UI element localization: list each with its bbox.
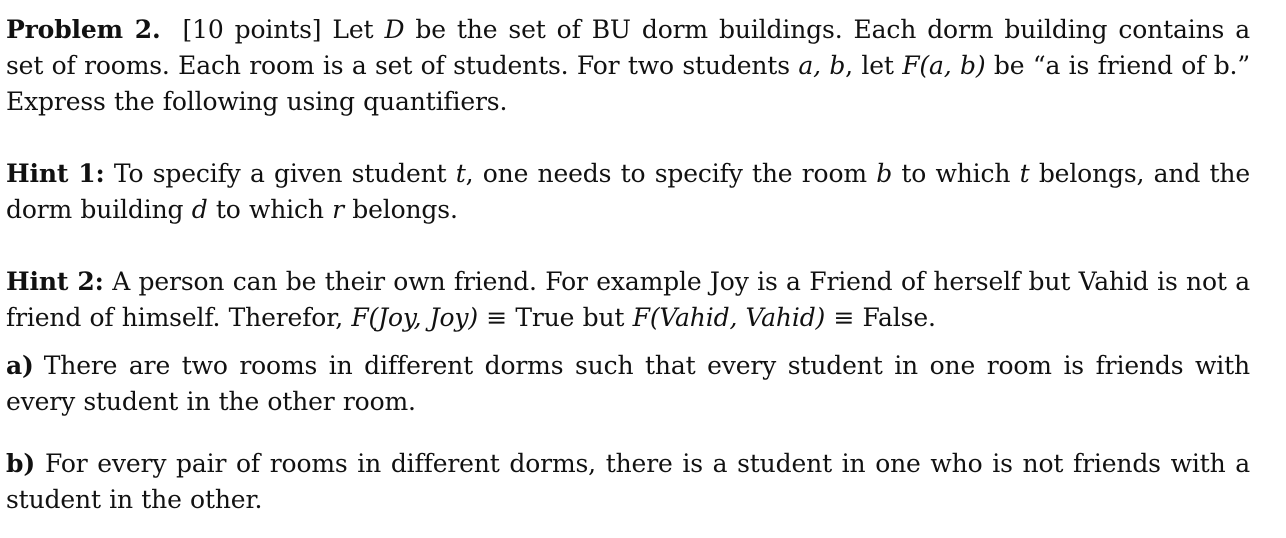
math-var-b: b xyxy=(876,159,893,188)
math-expr-F: F(a, b) xyxy=(902,51,986,80)
problem-text: be “a is friend of b.” Express the following using quantifiers. xyxy=(6,51,1250,116)
hint-2-label: Hint 2: xyxy=(6,267,104,296)
part-a-text: There are two rooms in different dorms such that every student in one room is friends with every student in the other room. xyxy=(6,351,1250,416)
hint-2-text: ≡ False. xyxy=(825,303,936,332)
math-var-t: t xyxy=(455,159,466,188)
problem-text: Let xyxy=(321,15,385,44)
math-var-D: D xyxy=(384,15,405,44)
part-b xyxy=(6,446,1250,518)
math-var-t: t xyxy=(1019,159,1030,188)
hint-1-text: to which xyxy=(207,195,333,224)
math-var-d: d xyxy=(191,195,208,224)
problem-text: be the set of BU dorm buildings. Each dorm building contains a set of rooms. Each room is a set of students. For two students xyxy=(6,15,1250,80)
problem-heading: Problem 2. xyxy=(6,15,161,44)
hint-1-text: , one needs to specify the room xyxy=(465,159,877,188)
problem-text: , let xyxy=(845,51,903,80)
hint-1-text: to which xyxy=(892,159,1020,188)
math-var-r: r xyxy=(332,195,344,224)
hint-1-text: belongs. xyxy=(343,195,458,224)
math-expr-joy: F(Joy, Joy) xyxy=(351,303,479,332)
hint-1-text: To specify a given student xyxy=(104,159,456,188)
hint-2 xyxy=(6,264,1250,336)
hint-2-text: ≡ True but xyxy=(478,303,633,332)
problem-points: [10 points] xyxy=(182,15,322,44)
problem-document xyxy=(6,12,1250,518)
part-a-label: a) xyxy=(6,351,34,380)
part-b-text: For every pair of rooms in different dorms, there is a student in one who is not friends with a student in the other. xyxy=(6,449,1250,514)
part-a xyxy=(6,348,1250,420)
hint-2-text: A person can be their own friend. For example Joy is a Friend of herself but Vahid is not a friend of himself. Therefor, xyxy=(6,267,1250,332)
hint-1-text: belongs, and the dorm building xyxy=(6,159,1251,224)
math-vars-ab: a, b xyxy=(798,51,846,80)
math-expr-vahid: F(Vahid, Vahid) xyxy=(632,303,826,332)
problem-statement xyxy=(6,12,1250,120)
hint-1-label: Hint 1: xyxy=(6,159,105,188)
part-b-label: b) xyxy=(6,449,36,478)
hint-1 xyxy=(6,156,1250,228)
